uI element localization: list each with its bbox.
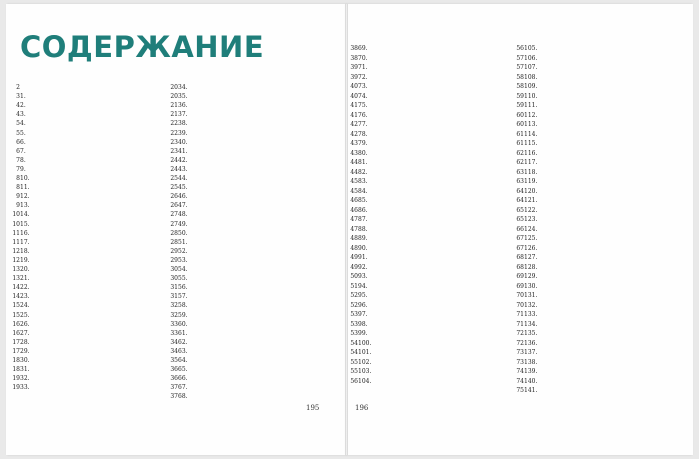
toc-entry-number: 101.: [358, 349, 372, 356]
toc-entry-number: 74.: [358, 92, 368, 100]
toc-entry-number: 50.: [178, 229, 188, 237]
toc-entry-number: 25.: [20, 311, 30, 319]
toc-entry-page: 24: [170, 165, 178, 173]
toc-entry-number: 99.: [358, 330, 368, 337]
toc-entry-number: 92.: [358, 263, 368, 271]
toc-entry-number: 21.: [20, 275, 30, 283]
toc-entry-page: 36: [170, 366, 178, 374]
toc-entry-number: 111.: [524, 102, 538, 109]
toc-entry-number: 38.: [178, 120, 188, 128]
toc-entry-page: 62: [516, 149, 524, 157]
toc-entry-page: 65: [516, 216, 524, 223]
toc-entry-number: 20.: [20, 266, 30, 273]
toc-entry-page: 23: [170, 147, 178, 155]
toc-entry-number: 70.: [358, 54, 368, 62]
toc-entry-number: 135.: [524, 330, 538, 337]
toc-entry-page: 24: [170, 156, 178, 164]
toc-entry-number: 108.: [524, 73, 538, 81]
toc-entry-page: 40: [350, 83, 358, 90]
toc-entry-page: 14: [12, 293, 20, 301]
toc-entry-number: 61.: [178, 329, 188, 337]
toc-entry-page: 56: [516, 45, 524, 52]
toc-entry-number: 33.: [20, 384, 30, 392]
toc-entry-number: 56.: [178, 284, 188, 292]
toc-entry-page: 52: [350, 301, 358, 309]
toc-entry-page: 43: [350, 140, 358, 147]
toc-entry-page: 49: [350, 263, 358, 271]
toc-entry-page: 64: [516, 197, 524, 204]
toc-entry-number: 71.: [358, 64, 368, 71]
toc-entry-page: 10: [12, 220, 20, 228]
toc-entry-number: 87.: [358, 216, 368, 223]
toc-entry-number: 52.: [178, 247, 188, 255]
toc-entry-page: 20: [170, 93, 178, 101]
toc-entry-number: 5.: [20, 129, 26, 137]
toc-entry-number: 22.: [20, 284, 30, 292]
toc-entry-page: 30: [170, 275, 178, 283]
toc-entry-number: 102.: [358, 358, 372, 366]
toc-entry-number: 66.: [178, 375, 188, 383]
toc-entry-page: 6: [16, 147, 20, 155]
toc-entry-number: 116.: [524, 149, 538, 157]
toc-entry-number: 90.: [358, 244, 368, 252]
toc-entry-number: 14.: [20, 211, 30, 219]
toc-entry-number: 100.: [358, 339, 372, 347]
toc-entry-number: 24.: [20, 302, 30, 310]
toc-entry-number: 39.: [178, 129, 188, 137]
toc-entry-number: 65.: [178, 366, 188, 374]
toc-entry-page: 52: [350, 292, 358, 299]
toc-entry-page: 57: [516, 64, 524, 71]
toc-entry-page: 61: [516, 130, 524, 138]
toc-entry-page: 16: [12, 329, 20, 337]
toc-entry-number: 27.: [20, 329, 30, 337]
toc-entry-page: 42: [350, 121, 358, 128]
toc-entry-number: 91.: [358, 254, 368, 261]
toc-entry-page: 6: [16, 138, 20, 146]
toc-entry-page: 31: [170, 284, 178, 292]
toc-entry-number: 30.: [20, 357, 30, 364]
toc-entry-page: 4: [16, 111, 20, 119]
toc-entry-number: 136.: [524, 339, 538, 347]
toc-entry-page: 12: [12, 247, 20, 255]
toc-entry-page: 62: [516, 159, 524, 166]
toc-entry-page: 35: [170, 357, 178, 364]
toc-entry-page: 67: [516, 235, 524, 242]
toc-entry-page: 9: [16, 193, 20, 201]
toc-entry-page: 7: [16, 156, 20, 164]
toc-entry-number: 83.: [358, 178, 368, 185]
toc-entry-number: 35.: [178, 93, 188, 101]
toc-entry-number: 3.: [20, 111, 26, 119]
toc-entry-number: 82.: [358, 168, 368, 176]
toc-entry-page: 39: [350, 73, 358, 81]
page-title: СОДЕРЖАНИЕ: [20, 30, 265, 64]
toc-entry-number: 9.: [20, 165, 26, 173]
toc-entry-number: 18.: [20, 247, 30, 255]
toc-entry-number: 42.: [178, 156, 188, 164]
toc-entry-page: 36: [170, 375, 178, 383]
toc-entry-number: 104.: [358, 377, 372, 385]
toc-entry-number: 1.: [20, 93, 26, 101]
toc-entry-page: 44: [350, 159, 358, 166]
toc-entry-number: 37.: [178, 111, 188, 119]
toc-entry-number: 123.: [524, 216, 538, 223]
toc-entry-number: 13.: [20, 202, 30, 210]
toc-entry-page: 54: [350, 339, 358, 347]
toc-entry-page: 54: [350, 349, 358, 356]
toc-entry-page: 21: [170, 102, 178, 110]
toc-entry-page: 22: [170, 129, 178, 137]
toc-entry-number: 130.: [524, 282, 538, 290]
toc-entry-page: 33: [170, 320, 178, 328]
toc-entry-number: 44.: [178, 175, 188, 182]
toc-entry-number: 62.: [178, 338, 188, 346]
toc-entry-number: 109.: [524, 83, 538, 90]
toc-entry-page: 73: [516, 349, 524, 356]
toc-entry-number: 29.: [20, 347, 30, 355]
toc-entry-page: 4: [16, 102, 20, 110]
toc-entry-page: 50: [350, 273, 358, 280]
toc-entry-number: 89.: [358, 235, 368, 242]
toc-entry-page: 67: [516, 244, 524, 252]
toc-entry-number: 118.: [524, 168, 538, 176]
toc-entry-number: 34.: [178, 84, 188, 91]
toc-entry-number: 127.: [524, 254, 538, 261]
toc-entry-page: 71: [516, 320, 524, 328]
toc-entry-number: 113.: [524, 121, 538, 128]
toc-entry-number: 45.: [178, 184, 188, 192]
toc-entry-page: 17: [12, 338, 20, 346]
toc-entry-page: 70: [516, 292, 524, 299]
toc-entry-number: 7.: [20, 147, 26, 155]
toc-entry-number: 36.: [178, 102, 188, 110]
toc-entry-page: 11: [12, 238, 20, 246]
toc-entry-page: 21: [170, 111, 178, 119]
toc-entry-number: 59.: [178, 311, 188, 319]
toc-entry-page: 9: [16, 202, 20, 210]
toc-entry-page: 58: [516, 83, 524, 90]
toc-entry-page: 69: [516, 273, 524, 280]
toc-entry-page: 34: [170, 338, 178, 346]
toc-entry-number: 128.: [524, 263, 538, 271]
toc-entry-page: 18: [12, 357, 20, 364]
toc-entry-page: 57: [516, 54, 524, 62]
toc-entry-number: 119.: [524, 178, 538, 185]
toc-entry-page: 59: [516, 102, 524, 109]
toc-entry-page: 2: [16, 84, 20, 91]
toc-entry-page: 53: [350, 330, 358, 337]
toc-entry-page: 73: [516, 358, 524, 366]
toc-entry-number: 12.: [20, 193, 30, 201]
toc-entry-page: 17: [12, 347, 20, 355]
toc-entry-number: 17.: [20, 238, 30, 246]
toc-entry-page: 45: [350, 187, 358, 195]
toc-entry-page: 26: [170, 202, 178, 210]
toc-entry-page: 28: [170, 229, 178, 237]
toc-entry-number: 67.: [178, 384, 188, 392]
toc-entry-page: 15: [12, 311, 20, 319]
toc-entry-page: 12: [12, 256, 20, 264]
toc-entry-page: 13: [12, 266, 20, 273]
toc-entry-page: 30: [170, 266, 178, 273]
toc-entry-number: 76.: [358, 111, 368, 119]
toc-entry-number: 98.: [358, 320, 368, 328]
toc-entry-number: 28.: [20, 338, 30, 346]
toc-entry-page: 69: [516, 282, 524, 290]
toc-entry-page: 53: [350, 320, 358, 328]
toc-entry-number: 26.: [20, 320, 30, 328]
toc-entry-page: 29: [170, 256, 178, 264]
toc-entry-number: 106.: [524, 54, 538, 62]
toc-entry-page: 23: [170, 138, 178, 146]
toc-entry-page: 68: [516, 254, 524, 261]
toc-entry-number: 51.: [178, 238, 188, 246]
toc-entry-page: 25: [170, 184, 178, 192]
toc-entry-number: 2.: [20, 102, 26, 110]
toc-entry-number: 23.: [20, 293, 30, 301]
toc-entry-number: 15.: [20, 220, 30, 228]
toc-entry-page: 19: [12, 384, 20, 392]
toc-entry-number: 110.: [524, 92, 538, 100]
toc-entry-page: 5: [16, 129, 20, 137]
toc-entry-page: 66: [516, 225, 524, 233]
toc-entry-page: 32: [170, 311, 178, 319]
toc-entry-number: 11.: [20, 184, 30, 192]
toc-entry-page: 39: [350, 64, 358, 71]
toc-entry-number: 121.: [524, 197, 538, 204]
toc-entry-page: 8: [16, 175, 20, 182]
toc-entry-number: 107.: [524, 64, 538, 71]
toc-entry-number: 95.: [358, 292, 368, 299]
toc-entry-page: 58: [516, 73, 524, 81]
toc-entry-page: 27: [170, 211, 178, 219]
toc-entry-number: 138.: [524, 358, 538, 366]
toc-entry-page: 59: [516, 92, 524, 100]
toc-entry-page: 47: [350, 225, 358, 233]
toc-entry-number: 64.: [178, 357, 188, 364]
toc-entry-number: 78.: [358, 130, 368, 138]
toc-entry-page: 29: [170, 247, 178, 255]
toc-entry-number: 32.: [20, 375, 30, 383]
toc-entry-page: 60: [516, 121, 524, 128]
toc-entry-number: 125.: [524, 235, 538, 242]
toc-entry-page: 56: [350, 377, 358, 385]
toc-entry-number: 140.: [524, 377, 538, 385]
toc-entry-page: 38: [350, 54, 358, 62]
toc-entry-number: 60.: [178, 320, 188, 328]
toc-entry-number: 88.: [358, 225, 368, 233]
toc-entry-page: 46: [350, 197, 358, 204]
toc-entry-page: 11: [12, 229, 20, 237]
toc-entry-number: 97.: [358, 311, 368, 318]
toc-entry-number: 16.: [20, 229, 30, 237]
toc-entry-page: 71: [516, 311, 524, 318]
toc-entry-number: 126.: [524, 244, 538, 252]
toc-entry-number: 54.: [178, 266, 188, 273]
toc-entry-page: 33: [170, 329, 178, 337]
toc-entry-number: 63.: [178, 347, 188, 355]
toc-entry-page: 15: [12, 302, 20, 310]
toc-entry-page: 18: [12, 366, 20, 374]
toc-entry-number: 72.: [358, 73, 368, 81]
toc-entry-page: 5: [16, 120, 20, 128]
toc-entry-number: 6.: [20, 138, 26, 146]
toc-entry-page: 68: [516, 263, 524, 271]
toc-entry-page: 55: [350, 368, 358, 375]
toc-entry-number: 141.: [524, 387, 538, 394]
toc-entry-number: 85.: [358, 197, 368, 204]
toc-entry-number: 53.: [178, 256, 188, 264]
toc-entry-page: 19: [12, 375, 20, 383]
toc-entry-number: 41.: [178, 147, 188, 155]
toc-entry-page: 22: [170, 120, 178, 128]
toc-entry-number: 120.: [524, 187, 538, 195]
toc-entry-number: 57.: [178, 293, 188, 301]
toc-entry-number: 48.: [178, 211, 188, 219]
toc-entry-number: 112.: [524, 111, 538, 119]
toc-entry-number: 117.: [524, 159, 538, 166]
page-number-right: 196: [355, 404, 369, 412]
toc-entry-number: 103.: [358, 368, 372, 375]
toc-entry-page: 48: [350, 244, 358, 252]
toc-entry-page: 31: [170, 293, 178, 301]
toc-entry-number: 10.: [20, 175, 30, 182]
toc-entry-page: 48: [350, 235, 358, 242]
toc-entry-number: 105.: [524, 45, 538, 52]
toc-entry-page: 42: [350, 130, 358, 138]
toc-entry-page: 28: [170, 238, 178, 246]
toc-entry-page: 26: [170, 193, 178, 201]
toc-entry-page: 51: [350, 282, 358, 290]
toc-entry-page: 38: [350, 45, 358, 52]
toc-entry-number: 80.: [358, 149, 368, 157]
page-number-left: 195: [306, 404, 320, 412]
toc-entry-page: 55: [350, 358, 358, 366]
toc-entry-page: 16: [12, 320, 20, 328]
toc-entry-page: 10: [12, 211, 20, 219]
toc-entry-number: 81.: [358, 159, 368, 166]
toc-entry-page: 74: [516, 368, 524, 375]
toc-entry-page: 45: [350, 178, 358, 185]
toc-entry-number: 46.: [178, 193, 188, 201]
toc-entry-page: 46: [350, 206, 358, 214]
toc-entry-number: 40.: [178, 138, 188, 146]
toc-entry-number: 124.: [524, 225, 538, 233]
toc-entry-page: 63: [516, 178, 524, 185]
toc-entry-number: 96.: [358, 301, 368, 309]
toc-entry-page: 14: [12, 284, 20, 292]
toc-entry-number: 139.: [524, 368, 538, 375]
toc-entry-number: 131.: [524, 292, 538, 299]
toc-entry-number: 86.: [358, 206, 368, 214]
toc-entry-page: 37: [170, 384, 178, 392]
toc-entry-page: 13: [12, 275, 20, 283]
toc-entry-page: 64: [516, 187, 524, 195]
toc-entry-page: 44: [350, 168, 358, 176]
toc-entry-number: 58.: [178, 302, 188, 310]
toc-entry-page: 27: [170, 220, 178, 228]
toc-entry-number: 93.: [358, 273, 368, 280]
toc-entry-page: 37: [170, 393, 178, 401]
toc-entry-page: 61: [516, 140, 524, 147]
toc-entry-number: 129.: [524, 273, 538, 280]
toc-entry-page: 40: [350, 92, 358, 100]
toc-entry-number: 133.: [524, 311, 538, 318]
toc-entry-number: 84.: [358, 187, 368, 195]
toc-entry-number: 114.: [524, 130, 538, 138]
toc-entry-page: 74: [516, 377, 524, 385]
toc-entry-page: 3: [16, 93, 20, 101]
toc-entry-number: 69.: [358, 45, 368, 52]
toc-entry-page: 47: [350, 216, 358, 223]
toc-entry-page: 32: [170, 302, 178, 310]
toc-entry-page: 41: [350, 111, 358, 119]
toc-entry-number: 31.: [20, 366, 30, 374]
toc-entry-number: 8.: [20, 156, 26, 164]
toc-entry-page: 65: [516, 206, 524, 214]
toc-entry-number: 43.: [178, 165, 188, 173]
toc-entry-number: 115.: [524, 140, 538, 147]
toc-entry-number: 73.: [358, 83, 368, 90]
toc-entry-page: 53: [350, 311, 358, 318]
toc-entry-page: 34: [170, 347, 178, 355]
toc-entry-page: 60: [516, 111, 524, 119]
toc-entry-page: 49: [350, 254, 358, 261]
toc-entry-number: 55.: [178, 275, 188, 283]
toc-entry-page: 8: [16, 184, 20, 192]
toc-entry-number: 4.: [20, 120, 26, 128]
toc-entry-page: 41: [350, 102, 358, 109]
toc-entry-page: 25: [170, 175, 178, 182]
toc-entry-number: 47.: [178, 202, 188, 210]
toc-entry-page: 43: [350, 149, 358, 157]
toc-entry-page: 72: [516, 339, 524, 347]
toc-entry-number: 79.: [358, 140, 368, 147]
toc-entry-page: 72: [516, 330, 524, 337]
toc-entry-page: 75: [516, 387, 524, 394]
toc-entry-number: 77.: [358, 121, 368, 128]
toc-entry-page: 7: [16, 165, 20, 173]
toc-entry-number: 19.: [20, 256, 30, 264]
toc-entry-number: 68.: [178, 393, 188, 401]
toc-entry-page: 20: [170, 84, 178, 91]
toc-entry-number: 49.: [178, 220, 188, 228]
toc-entry-page: 63: [516, 168, 524, 176]
toc-entry-number: 134.: [524, 320, 538, 328]
toc-entry-number: 94.: [358, 282, 368, 290]
toc-entry-number: 122.: [524, 206, 538, 214]
toc-entry-number: 132.: [524, 301, 538, 309]
toc-entry-page: 70: [516, 301, 524, 309]
toc-entry-number: 137.: [524, 349, 538, 356]
toc-entry-number: 75.: [358, 102, 368, 109]
